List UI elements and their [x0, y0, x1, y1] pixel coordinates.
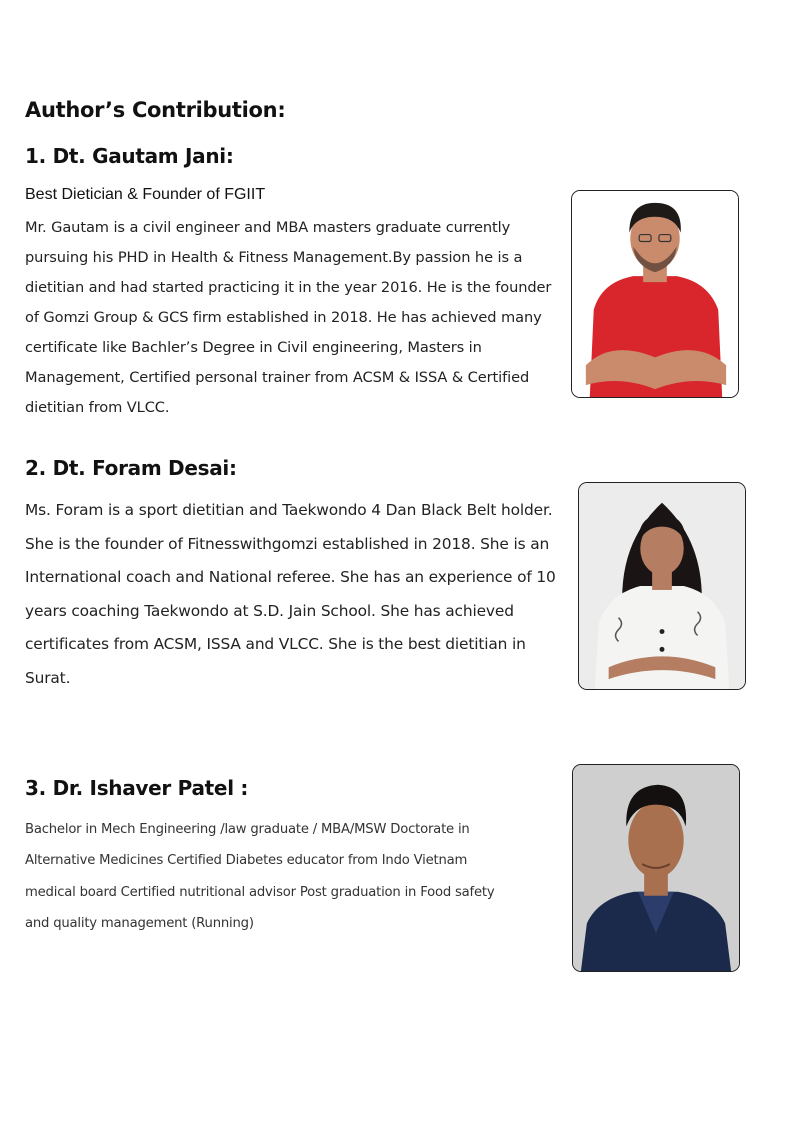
man-dark-jacket-portrait [573, 765, 739, 971]
author-bio: Ms. Foram is a sport dietitian and Taekwondo 4 Dan Black Belt holder. She is the founder of Fitnesswithgomzi established in 2018. She is an International coach and National referee. She has an experience of 10 years coaching Taekwondo at S.D. Jain School. She has achieved certificates from ACSM, ISSA and VLCC. She is the best dietitian in Surat. [25, 501, 556, 687]
author-photo [578, 482, 746, 690]
page-title: Author’s Contribution: [25, 98, 286, 122]
man-red-shirt-portrait [572, 191, 738, 397]
author-photo [572, 764, 740, 972]
author-role: Best Dietician & Founder of FGIIT [25, 186, 266, 203]
author-photo [571, 190, 739, 398]
author-heading: 2. Dt. Foram Desai: [25, 456, 237, 480]
author-bio: Mr. Gautam is a civil engineer and MBA masters graduate currently pursuing his PHD in Health & Fitness Management.By passion he is a dietitian and had started practicing it in the year 2016. He is the founder of Gomzi Group & GCS firm established in 2018. He has achieved many certificate like Bachler’s Degree in Civil engineering, Masters in Management, Certified personal trainer from ACSM & ISSA & Certified dietitian from VLCC. [25, 219, 552, 416]
author-bio: Bachelor in Mech Engineering /law graduate / MBA/MSW Doctorate in Alternative Medicines Certified Diabetes educator from Indo Vietnam medical board Certified nutritional advisor Post graduation in Food safety and quality management (Running) [25, 822, 495, 931]
author-heading: 3. Dr. Ishaver Patel : [25, 776, 249, 800]
woman-white-top-portrait [579, 483, 745, 689]
author-heading: 1. Dt. Gautam Jani: [25, 144, 234, 168]
